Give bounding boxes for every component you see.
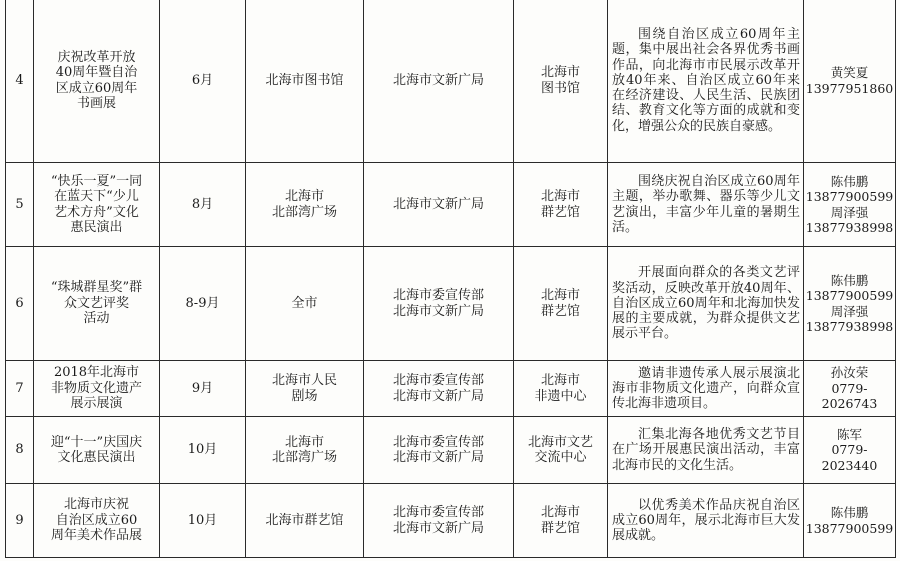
activity-place	[246, 484, 364, 558]
row-number: 6	[6, 247, 34, 361]
activity-place	[246, 163, 364, 247]
activity-name-line: 2018年北海市	[53, 365, 140, 381]
table-row	[6, 484, 896, 558]
activity-name	[34, 0, 160, 163]
activity-name-line: 活动	[83, 311, 110, 327]
activity-description: 开展面向群众的各类文艺评奖活动，反映改革开放40周年、自治区成立60周年和北海加快发展的主要成就，为群众提供文艺展示平台。	[608, 247, 804, 361]
activity-organizer-line: 北海市委宣传部	[392, 434, 484, 450]
activity-time: 8-9月	[160, 247, 246, 361]
activity-executor-line: 群艺馆	[540, 520, 580, 536]
activity-name-line: 在蓝天下“少儿	[54, 189, 139, 204]
activity-place-line: 北部湾广场	[271, 204, 337, 220]
activity-contact-line: 2023440	[821, 457, 878, 473]
activity-organizer-line: 北海市委宣传部	[392, 505, 484, 520]
activity-name-line: 庆祝改革开放	[57, 49, 136, 65]
activity-name	[34, 417, 160, 484]
activity-contact-line: 13877938998	[805, 319, 894, 334]
activity-contact-line: 陈军	[836, 426, 862, 442]
activity-executor-line: 北海市	[540, 189, 580, 204]
row-number: 9	[6, 484, 34, 558]
activity-organizer	[364, 163, 514, 247]
activity-executor	[514, 361, 608, 417]
activity-name-line: “快乐一夏”一同	[50, 173, 143, 189]
activity-name	[34, 361, 160, 417]
activity-organizer-line: 北海市文新广局	[392, 303, 484, 319]
activity-name-line: 区成立60周年	[55, 80, 138, 96]
activity-organizer	[364, 247, 514, 361]
activity-organizer	[364, 0, 514, 163]
activity-name-line: 北海市庆祝	[63, 497, 129, 513]
activity-description: 邀请非遗传承人展示展演北海市非物质文化遗产，向群众宣传北海非遗项目。	[608, 361, 804, 417]
activity-organizer-line: 北海市文新广局	[392, 388, 484, 404]
activity-description: 汇集北海各地优秀文艺节目在广场开展惠民演出活动，丰富北海市民的文化生活。	[608, 417, 804, 484]
activity-executor-line: 北海市	[540, 288, 580, 303]
activity-organizer	[364, 417, 514, 484]
activity-organizer-line: 北海市委宣传部	[392, 288, 484, 303]
activity-name-line: 展示展演	[70, 396, 123, 412]
activity-executor-line: 群艺馆	[540, 303, 580, 319]
activity-name-line: 非物质文化遗产	[50, 380, 142, 396]
activity-place	[246, 361, 364, 417]
activity-contact	[804, 417, 896, 484]
activity-executor	[514, 417, 608, 484]
activity-place-line: 北海市图书馆	[265, 72, 344, 88]
activity-name-line: 40周年暨自治	[55, 65, 138, 80]
activity-executor-line: 交流中心	[534, 450, 587, 465]
activity-contact	[804, 163, 896, 247]
activity-time: 6月	[160, 0, 246, 163]
activity-name	[34, 163, 160, 247]
activity-contact-line: 13877900599	[805, 189, 894, 204]
activity-place-line: 北海市	[284, 434, 324, 450]
table-row	[6, 361, 896, 417]
activity-executor-line: 非遗中心	[534, 388, 587, 404]
activity-time: 8月	[160, 163, 246, 247]
activity-contact	[804, 0, 896, 163]
activity-name-line: 众文艺评奖	[63, 295, 129, 311]
activity-contact-line: 13877900599	[805, 520, 894, 536]
activity-place	[246, 247, 364, 361]
activity-place	[246, 417, 364, 484]
activity-organizer-line: 北海市文新广局	[392, 72, 484, 88]
activity-description: 以优秀美术作品庆祝自治区成立60周年，展示北海市巨大发展成就。	[608, 484, 804, 558]
activity-contact-line: 陈伟鹏	[830, 505, 869, 520]
activity-organizer	[364, 484, 514, 558]
activity-contact	[804, 484, 896, 558]
activity-name-line: 惠民演出	[70, 220, 123, 235]
activity-contact-line: 0779-	[831, 380, 868, 396]
activity-executor-line: 北海市	[540, 373, 580, 388]
activity-organizer	[364, 361, 514, 417]
activity-name-line: “珠城群星奖”群	[50, 280, 143, 296]
activity-description: 围绕自治区成立60周年主题，集中展出社会各界优秀书画作品，向北海市市民展示改革开放40年来、自治区成立60年来在经济建设、人民生活、民族团结、教育文化等方面的成就和变化，增强公众的民族自豪感。	[608, 0, 804, 163]
activity-executor-line: 北海市文艺	[527, 434, 593, 450]
activity-contact	[804, 361, 896, 417]
activity-organizer-line: 北海市文新广局	[392, 520, 484, 536]
table-row	[6, 247, 896, 361]
activity-executor	[514, 247, 608, 361]
activity-contact	[804, 247, 896, 361]
activity-executor-line: 北海市	[540, 65, 580, 80]
activity-name-line: 书画展	[76, 96, 116, 111]
activity-place-line: 北海市人民	[271, 373, 337, 388]
activity-description: 围绕庆祝自治区成立60周年主题，举办歌舞、器乐等少儿文艺演出，丰富少年儿童的暑期生活。	[608, 163, 804, 247]
activity-name-line: 文化惠民演出	[57, 450, 136, 465]
activity-place	[246, 0, 364, 163]
table-row	[6, 0, 896, 163]
activity-executor-line: 群艺馆	[540, 204, 580, 220]
row-number: 5	[6, 163, 34, 247]
activity-contact-line: 陈伟鹏	[830, 173, 869, 189]
activity-table	[5, 0, 896, 558]
row-number: 4	[6, 0, 34, 163]
activity-place-line: 北部湾广场	[271, 450, 337, 465]
activity-contact-line: 2026743	[821, 396, 878, 412]
row-number: 8	[6, 417, 34, 484]
activity-organizer-line: 北海市文新广局	[392, 196, 484, 212]
activity-name	[34, 484, 160, 558]
activity-place-line: 剧场	[291, 388, 318, 404]
table-row	[6, 417, 896, 484]
activity-name-line: 周年美术作品展	[50, 528, 142, 544]
table-row	[6, 163, 896, 247]
activity-place-line: 北海市	[284, 189, 324, 204]
activity-contact-line: 13877938998	[805, 220, 894, 235]
activity-time: 10月	[160, 484, 246, 558]
activity-place-line: 全市	[291, 295, 318, 311]
activity-executor-line: 北海市	[540, 505, 580, 520]
activity-place-line: 北海市群艺馆	[265, 512, 344, 528]
activity-time: 9月	[160, 361, 246, 417]
activity-contact-line: 13877900599	[805, 288, 894, 303]
activity-contact-line: 黄笑夏	[830, 65, 869, 80]
activity-name-line: 迎“十一”庆国庆	[50, 434, 143, 450]
activity-contact-line: 0779-	[831, 442, 868, 458]
activity-organizer-line: 北海市文新广局	[392, 450, 484, 465]
activity-contact-line: 周泽强	[830, 204, 869, 220]
row-number: 7	[6, 361, 34, 417]
activity-executor	[514, 484, 608, 558]
activity-organizer-line: 北海市委宣传部	[392, 373, 484, 388]
activity-contact-line: 周泽强	[830, 303, 869, 319]
activity-name-line: 自治区成立60	[55, 512, 138, 528]
activity-executor	[514, 163, 608, 247]
activity-contact-line: 陈伟鹏	[830, 272, 869, 288]
activity-time: 10月	[160, 417, 246, 484]
activity-contact-line: 孙汝荣	[830, 365, 869, 381]
activity-executor-line: 图书馆	[540, 80, 580, 96]
activity-contact-line: 13977951860	[805, 80, 894, 96]
activity-executor	[514, 0, 608, 163]
activity-name-line: 艺术方舟”文化	[54, 204, 139, 220]
activity-name	[34, 247, 160, 361]
